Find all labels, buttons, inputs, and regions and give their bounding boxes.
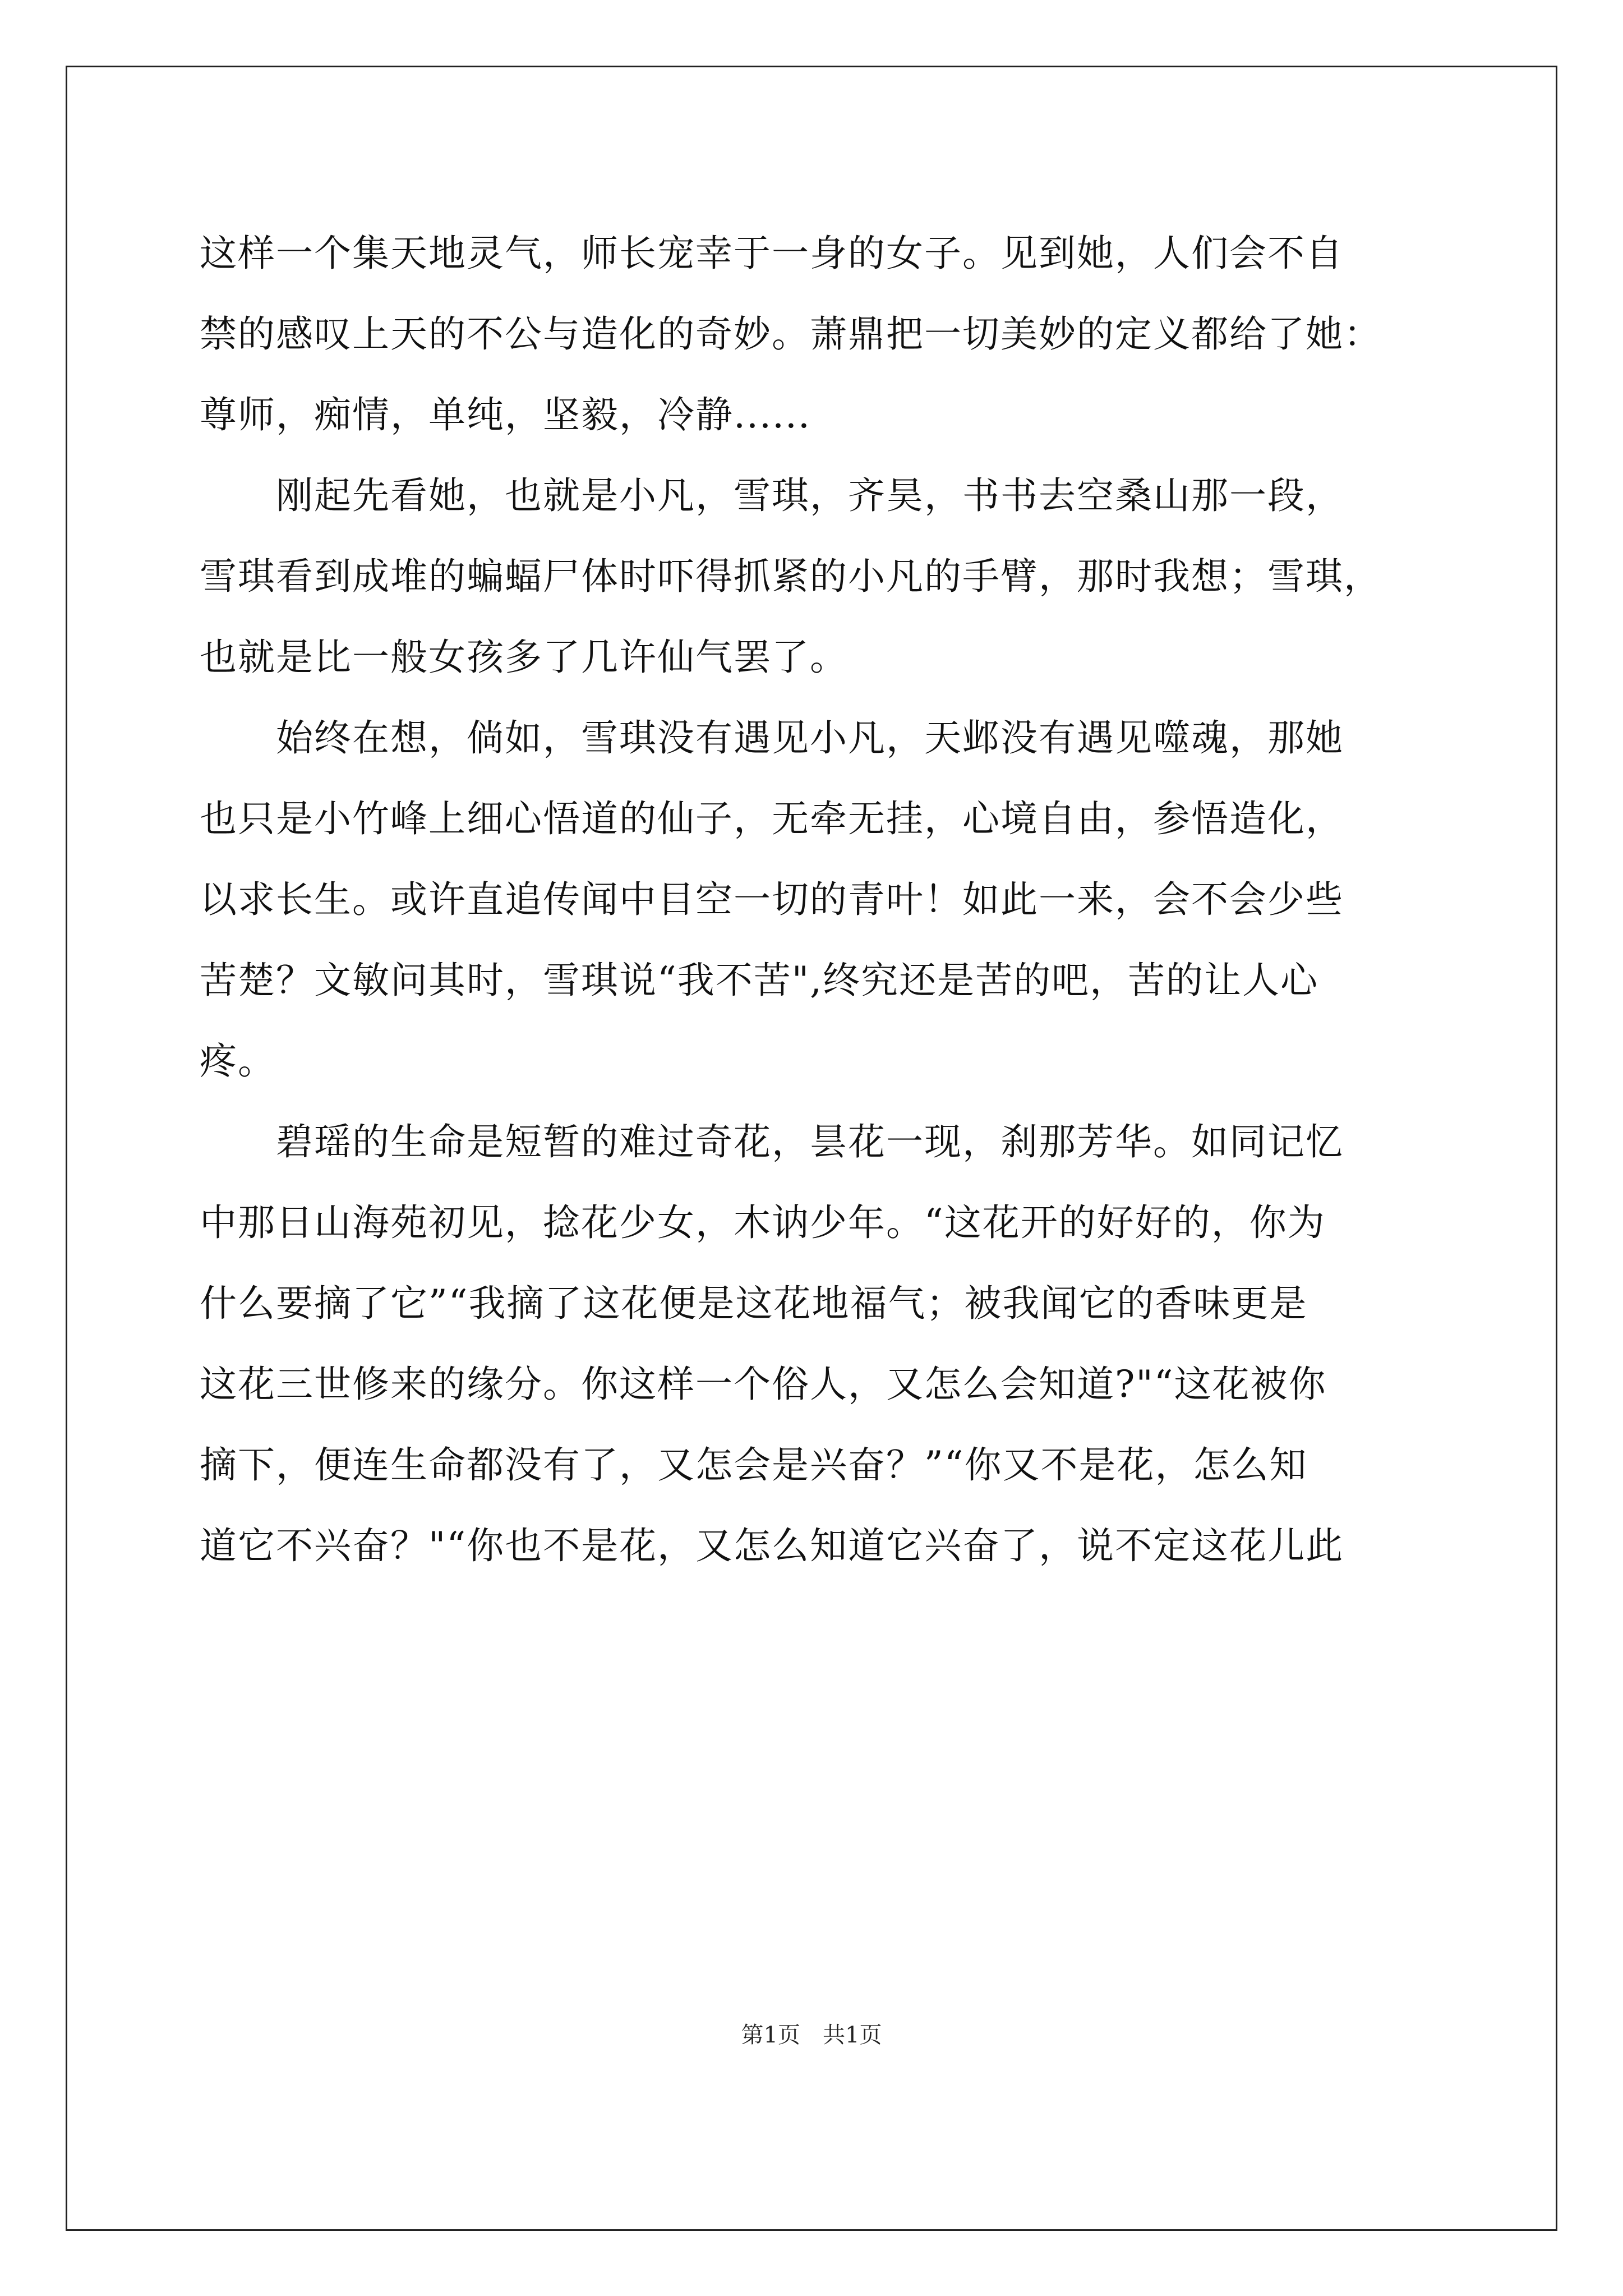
document-body (200, 213, 1428, 1586)
text-line: 摘下，便连生命都没有了，又怎会是兴奋？”“你又不是花，怎么知 (200, 1443, 1308, 1487)
text-line: 也只是小竹峰上细心悟道的仙子，无牵无挂，心境自由，参悟造化， (200, 797, 1344, 840)
text-line: 也就是比一般女孩多了几许仙气罢了。 (200, 636, 848, 679)
text-line: 刚起先看她，也就是小凡，雪琪，齐昊，书书去空桑山那一段， (200, 474, 1344, 517)
text-line: 始终在想，倘如，雪琪没有遇见小凡，天邺没有遇见噬魂，那她 (200, 716, 1344, 760)
text-line: 道它不兴奋？"“你也不是花，又怎么知道它兴奋了，说不定这花儿此 (200, 1524, 1344, 1567)
text-line: 这花三世修来的缘分。你这样一个俗人，又怎么会知道?"“这花被你 (200, 1363, 1327, 1406)
text-line: 苦楚？文敏问其时，雪琪说“我不苦",终究还是苦的吧，苦的让人心 (200, 959, 1319, 1002)
text-line: 中那日山海苑初见，捻花少女，木讷少年。“这花开的好好的，你为 (200, 1201, 1326, 1244)
text-line: 以求长生。或许直追传闻中目空一切的青叶！如此一来，会不会少些 (200, 878, 1344, 921)
text-line: 这样一个集天地灵气，师长宠幸于一身的女子。见到她，人们会不自 (200, 232, 1344, 275)
text-line: 雪琪看到成堆的蝙蝠尸体时吓得抓紧的小凡的手臂，那时我想；雪琪， (200, 555, 1382, 598)
text-line: 碧瑶的生命是短暂的难过奇花，昙花一现，刹那芳华。如同记忆 (200, 1120, 1344, 1163)
text-line: 什么要摘了它”“我摘了这花便是这花地福气；被我闻它的香味更是 (200, 1282, 1308, 1325)
text-line: 尊师，痴情，单纯，坚毅，冷静...... (200, 393, 811, 436)
page-number-footer: 第1页 共1页 (741, 2022, 882, 2048)
text-line: 禁的感叹上天的不公与造化的奇妙。萧鼎把一切美妙的定义都给了她： (200, 312, 1382, 356)
text-line: 疼。 (200, 1039, 276, 1083)
